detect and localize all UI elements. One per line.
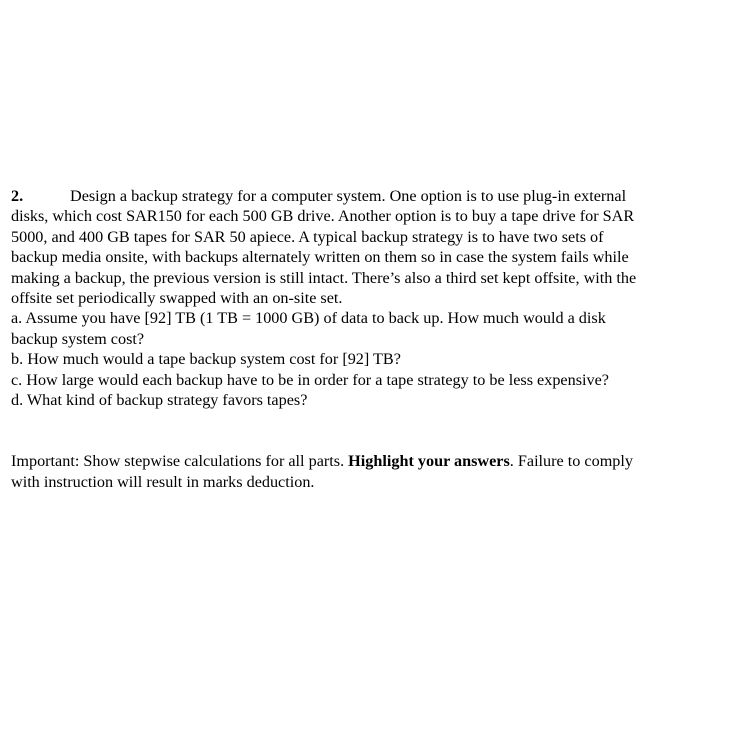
part-d: d. What kind of backup strategy favors tapes? [11, 391, 308, 410]
question-line: 5000, and 400 GB tapes for SAR 50 apiece. A typical backup strategy is to have two sets of [11, 227, 604, 246]
important-note-after: . Failure to comply [509, 452, 633, 471]
part-a-line-1: a. Assume you have [92] TB (1 TB = 1000 GB) of data to back up. How much would a disk [11, 309, 606, 328]
spacer [11, 410, 727, 451]
question-text: Design a backup strategy for a computer system. One option is to use plug-in external [70, 187, 627, 205]
important-note-lead: Important: Show stepwise calculations for all parts. [11, 452, 349, 471]
question-line: offsite set periodically swapped with an on-site set. [11, 289, 343, 308]
question-first-line [11, 186, 727, 206]
question-line: backup media onsite, with backups alternately written on them so in case the system fails while [11, 248, 629, 267]
important-note-highlight: Highlight your answers [348, 452, 510, 471]
important-note-line-1 [11, 451, 727, 471]
part-a-line-2: backup system cost? [11, 329, 145, 348]
question-line: making a backup, the previous version is still intact. There’s also a third set kept offsite, with the [11, 268, 637, 287]
part-b: b. How much would a tape backup system cost for [92] TB? [11, 350, 401, 369]
part-c: c. How large would each backup have to be in order for a tape strategy to be less expensive? [11, 370, 609, 389]
important-note-line-2: with instruction will result in marks deduction. [11, 472, 315, 491]
question-line: disks, which cost SAR150 for each 500 GB drive. Another option is to buy a tape drive for SAR [11, 207, 635, 226]
question-number: 2. [11, 187, 24, 205]
document-body [11, 186, 727, 492]
